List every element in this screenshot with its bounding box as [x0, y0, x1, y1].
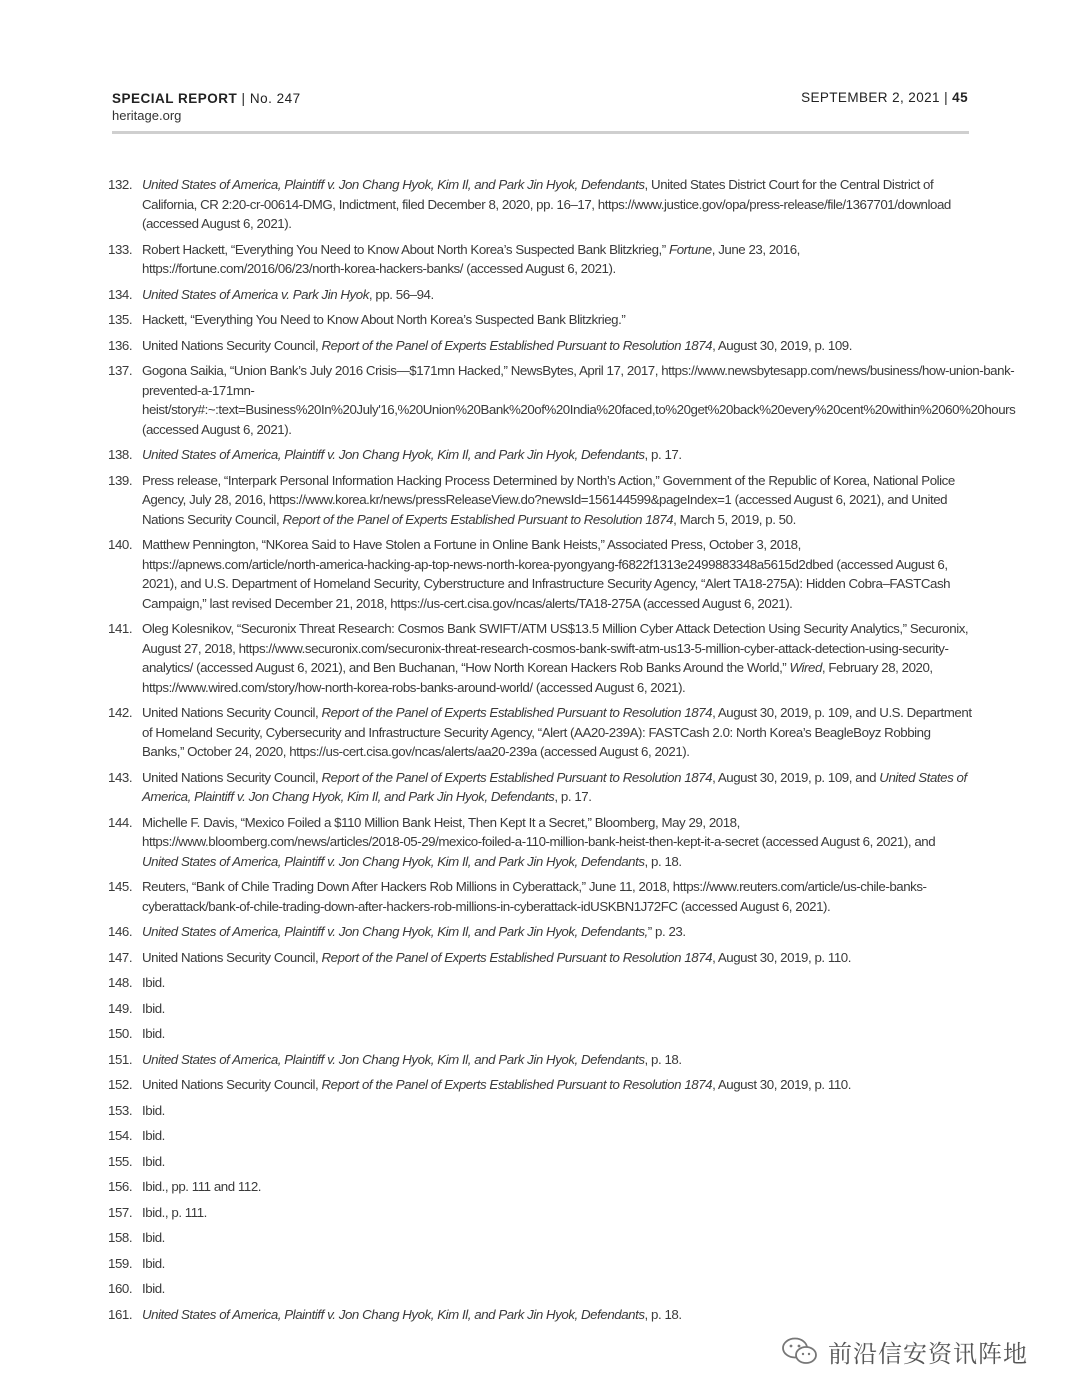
endnote-italic-segment: United States of America, Plaintiff v. Jon Chang Hyok, Kim Il, and Park Jin Hyok, Defendants: [142, 853, 645, 869]
endnote-segment: , August 30, 2019, p. 110.: [712, 949, 851, 965]
endnote-item: [108, 535, 972, 613]
endnote-item: [108, 285, 972, 305]
endnote-number: 135.: [108, 312, 133, 327]
report-series: [112, 90, 301, 107]
endnote-italic-segment: United States of America, Plaintiff v. Jon Chang Hyok, Kim Il, and Park Jin Hyok, Defendants: [142, 1306, 645, 1322]
endnote-item: [108, 175, 972, 234]
endnote-text: [142, 445, 972, 465]
endnote-number: 161.: [108, 1306, 133, 1322]
endnote-italic-segment: United States of America, Plaintiff v. Jon Chang Hyok, Kim Il, and Park Jin Hyok, Defendants: [142, 177, 645, 192]
report-number: No. 247: [249, 91, 301, 106]
header-rule: [112, 131, 969, 134]
endnote-number: 150.: [108, 1026, 133, 1041]
endnote-number: 147.: [108, 949, 133, 965]
endnote-italic-segment: United States of America, Plaintiff v. Jon Chang Hyok, Kim Il, and Park Jin Hyok, Defendants: [142, 1051, 645, 1067]
endnote-text: [142, 922, 972, 942]
endnote-italic-segment: Report of the Panel of Experts Established Pursuant to Resolution 1874: [321, 337, 713, 353]
endnote-item: [108, 336, 972, 356]
endnote-italic-segment: Report of the Panel of Experts Established Pursuant to Resolution 1874: [321, 705, 713, 720]
endnote-segment: Ibid.: [142, 1026, 165, 1041]
endnote-text: [142, 768, 972, 807]
endnote-number: 148.: [108, 975, 133, 990]
endnote-number: 153.: [108, 1102, 133, 1118]
endnote-segment: , p. 18.: [644, 1306, 682, 1322]
endnote-number: 157.: [108, 1204, 133, 1220]
endnote-item: [108, 471, 972, 530]
endnote-text: [142, 336, 972, 356]
endnote-number: 140.: [108, 537, 133, 552]
wechat-icon: [780, 1336, 820, 1366]
site-name: heritage.org: [112, 108, 182, 123]
endnote-italic-segment: United States of America, Plaintiff v. Jon Chang Hyok, Kim Il, and Park Jin Hyok, Defendants: [142, 769, 967, 804]
endnote-segment: United Nations Security Council,: [142, 949, 322, 965]
endnote-text: [142, 1075, 972, 1095]
endnote-text: [142, 1177, 972, 1197]
endnote-text: [142, 1254, 972, 1274]
report-series-name: SPECIAL REPORT: [112, 91, 238, 106]
endnote-segment: United Nations Security Council,: [142, 705, 322, 720]
watermark: [780, 1333, 1028, 1369]
endnote-text: [142, 240, 972, 279]
endnote-segment: Reuters, “Bank of Chile Trading Down After Hackers Rob Millions in Cyberattack,” June 11, 2018, https://www.reuters.com/article/us-chile-banks-cyberattack/bank-of-chile-trading-down-after-hackers-rob-millions-in-cyberattack-idUSKBN1J72FC (accessed August 6, 2021).: [142, 879, 927, 914]
endnote-text: [142, 310, 972, 330]
endnote-text: [142, 1305, 972, 1325]
endnote-segment: , p. 17.: [554, 789, 592, 804]
endnote-item: [108, 1152, 972, 1172]
endnote-segment: , p. 18.: [644, 1051, 682, 1067]
endnote-segment: Hackett, “Everything You Need to Know About North Korea’s Suspected Bank Blitzkrieg.”: [142, 312, 626, 327]
endnote-segment: Ibid.: [142, 1153, 165, 1169]
endnote-segment: , February 28, 2020, https://www.wired.com/story/how-north-korea-robs-banks-around-world/ (accessed August 6, 2021).: [142, 660, 933, 695]
endnote-text: [142, 535, 972, 613]
endnote-italic-segment: Report of the Panel of Experts Established Pursuant to Resolution 1874: [321, 949, 713, 965]
endnote-number: 133.: [108, 241, 133, 257]
endnote-text: [142, 703, 972, 762]
endnote-segment: , United States District Court for the Central District of California, CR 2:20-cr-00614-DMG, Indictment, filed December 8, 2020, pp. 16–17, https://www.justice.gov/opa/press-release/file/1367701/download (accessed August 6, 2021).: [142, 177, 951, 231]
endnote-italic-segment: United States of America v. Park Jin Hyok: [142, 286, 369, 302]
endnote-segment: Oleg Kolesnikov, “Securonix Threat Research: Cosmos Bank SWIFT/ATM US$13.5 Million Cyber Attack Detection Using Security Analytics,” Securonix, August 27, 2018, https://www.securonix.com/securonix-threat-research-cosmos-bank-swift-atm-us13-5-million-cyber-attack-detection-using-security-analytics/ (accessed August 6, 2021), and Ben Buchanan, “How North Korean Hackers Rob Banks Around the World,”: [142, 621, 969, 675]
endnote-number: 145.: [108, 879, 133, 894]
endnote-italic-segment: Wired: [789, 660, 822, 675]
endnote-segment: , p. 18.: [644, 853, 682, 869]
endnote-item: [108, 1279, 972, 1299]
header-separator: |: [241, 91, 246, 106]
endnote-text: [142, 813, 972, 872]
endnote-italic-segment: United States of America, Plaintiff v. Jon Chang Hyok, Kim Il, and Park Jin Hyok, Defendants: [142, 447, 645, 462]
endnote-item: [108, 1177, 972, 1197]
endnote-number: 142.: [108, 705, 133, 720]
header-left: [112, 90, 301, 124]
endnote-italic-segment: United States of America, Plaintiff v. Jon Chang Hyok, Kim Il, and Park Jin Hyok, Defendants,: [142, 924, 648, 939]
endnote-italic-segment: Report of the Panel of Experts Established Pursuant to Resolution 1874: [282, 511, 674, 527]
endnote-text: [142, 1279, 972, 1299]
endnote-text: [142, 619, 972, 697]
endnote-item: [108, 619, 972, 697]
endnote-text: [142, 1101, 972, 1121]
endnote-segment: Ibid., pp. 111 and 112.: [142, 1179, 262, 1194]
endnote-segment: , August 30, 2019, p. 109, and: [712, 769, 880, 785]
endnote-segment: , pp. 56–94.: [368, 286, 434, 302]
endnote-number: 146.: [108, 924, 133, 939]
endnote-item: [108, 1126, 972, 1146]
endnote-number: 139.: [108, 472, 133, 488]
endnote-item: [108, 445, 972, 465]
endnote-segment: Ibid.: [142, 1000, 165, 1016]
endnote-text: [142, 471, 972, 530]
endnote-segment: ” p. 23.: [647, 924, 686, 939]
endnote-number: 155.: [108, 1153, 133, 1169]
endnote-text: [142, 175, 972, 234]
endnote-segment: Robert Hackett, “Everything You Need to Know About North Korea’s Suspected Bank Blitzkrieg,”: [142, 241, 670, 257]
header-right: [801, 90, 968, 105]
watermark-text: 前沿信安资讯阵地: [828, 1339, 1028, 1368]
endnote-text: [142, 1126, 972, 1146]
endnote-segment: , March 5, 2019, p. 50.: [673, 511, 796, 527]
endnote-text: [142, 285, 972, 305]
endnote-segment: Ibid.: [142, 1128, 165, 1143]
endnote-item: [108, 813, 972, 872]
endnote-segment: United Nations Security Council,: [142, 337, 322, 353]
endnote-text: [142, 999, 972, 1019]
endnote-number: 158.: [108, 1230, 133, 1245]
endnote-italic-segment: Report of the Panel of Experts Established Pursuant to Resolution 1874: [321, 769, 713, 785]
endnote-item: [108, 310, 972, 330]
endnote-segment: , August 30, 2019, p. 110.: [712, 1077, 851, 1092]
endnote-number: 149.: [108, 1000, 133, 1016]
endnote-item: [108, 877, 972, 916]
endnote-number: 154.: [108, 1128, 133, 1143]
endnote-item: [108, 999, 972, 1019]
endnote-item: [108, 1203, 972, 1223]
endnote-item: [108, 1024, 972, 1044]
endnote-segment: United Nations Security Council,: [142, 1077, 322, 1092]
endnote-item: [108, 240, 972, 279]
endnote-segment: United Nations Security Council,: [142, 769, 322, 785]
endnote-item: [108, 1101, 972, 1121]
page-separator: |: [944, 90, 949, 105]
report-date: SEPTEMBER 2, 2021: [801, 90, 940, 105]
endnote-text: [142, 1152, 972, 1172]
endnote-text: [142, 1024, 972, 1044]
endnote-item: [108, 1254, 972, 1274]
endnote-item: [108, 1075, 972, 1095]
endnote-item: [108, 361, 1016, 439]
endnote-item: [108, 1305, 972, 1325]
endnote-segment: , p. 17.: [644, 447, 682, 462]
endnote-segment: Ibid.: [142, 975, 165, 990]
endnote-number: 141.: [108, 621, 133, 636]
endnote-number: 159.: [108, 1255, 133, 1271]
endnote-item: [108, 703, 972, 762]
endnote-item: [108, 1228, 972, 1248]
endnote-text: [142, 948, 972, 968]
endnote-number: 132.: [108, 177, 133, 192]
endnote-segment: Michelle F. Davis, “Mexico Foiled a $110 Million Bank Heist, Then Kept It a Secret,” Bloomberg, May 29, 2018, https://www.bloomberg.com/news/articles/2018-05-29/mexico-foiled-a-110-million-bank-heist-then-kept-it-a-secret (accessed August 6, 2021), and: [142, 814, 936, 849]
endnote-text: [142, 1203, 972, 1223]
endnote-number: 137.: [108, 363, 133, 378]
endnote-number: 152.: [108, 1077, 133, 1092]
endnote-item: [108, 922, 972, 942]
endnote-item: [108, 948, 972, 968]
endnote-number: 134.: [108, 286, 133, 302]
endnote-number: 156.: [108, 1179, 133, 1194]
endnote-segment: Press release, “Interpark Personal Information Hacking Process Determined by North’s Action,” Government of the Republic of Korea, National Police Agency, July 28, 2016, https://www.korea.kr/news/pressReleaseView.do?newsId=156144599&pageIndex=1 (accessed August 6, 2021), and United Nations Security Council,: [142, 472, 955, 527]
endnote-segment: Matthew Pennington, “NKorea Said to Have Stolen a Fortune in Online Bank Heists,” Associated Press, October 3, 2018, https://apnews.com/article/north-america-hacking-ap-top-news-north-korea-pyongyang-f6822f1313e2499883348a5615d2dbed (accessed August 6, 2021), and U.S. Department of Homeland Security, Cyberstructure and Infrastructure Security Agency, “Alert TA18-275A): Hidden Cobra–FASTCash Campaign,” last revised December 21, 2018, https://us-cert.cisa.gov/ncas/alerts/TA18-275A (accessed August 6, 2021).: [142, 537, 951, 611]
endnote-text: [142, 877, 972, 916]
endnote-segment: , June 23, 2016, https://fortune.com/2016/06/23/north-korea-hackers-banks/ (accessed August 6, 2021).: [142, 241, 800, 276]
endnote-segment: , August 30, 2019, p. 109.: [712, 337, 852, 353]
endnote-number: 160.: [108, 1281, 133, 1296]
endnote-segment: Ibid.: [142, 1281, 165, 1296]
endnote-text: [142, 1228, 972, 1248]
endnote-segment: Ibid.: [142, 1255, 165, 1271]
endnote-number: 151.: [108, 1051, 133, 1067]
endnote-number: 138.: [108, 447, 133, 462]
endnote-segment: Ibid., p. 111.: [142, 1204, 207, 1220]
endnote-text: [142, 361, 1015, 439]
endnote-number: 136.: [108, 337, 133, 353]
endnotes-list: [108, 175, 1016, 1330]
endnote-segment: Gogona Saikia, “Union Bank’s July 2016 Crisis—$171mn Hacked,” NewsBytes, April 17, 2017, https://www.newsbytesapp.com/news/business/how-union-bank-prevented-a-171mn-heist/story#:~:text=Business%20In%20July'16,%20Union%20Bank%20of%20India%20faced,to%20get%20back%20every%20cent%20within%2060%20hours (accessed August 6, 2021).: [142, 363, 1016, 437]
endnote-text: [142, 973, 972, 993]
endnote-segment: Ibid.: [142, 1102, 165, 1118]
endnote-text: [142, 1050, 972, 1070]
endnote-italic-segment: Report of the Panel of Experts Established Pursuant to Resolution 1874: [321, 1077, 713, 1092]
endnote-segment: Ibid.: [142, 1230, 165, 1245]
endnote-segment: , August 30, 2019, p. 109, and U.S. Department of Homeland Security, Cybersecurity and Infrastructure Security Agency, “Alert (AA20-239A): FASTCash 2.0: North Korea’s BeagleBoyz Robbing Banks,” October 24, 2020, https://us-cert.cisa.gov/ncas/alerts/aa20-239a (accessed August 6, 2021).: [142, 705, 972, 759]
endnote-number: 143.: [108, 769, 133, 785]
endnote-item: [108, 768, 972, 807]
endnote-italic-segment: Fortune: [669, 241, 712, 257]
endnote-item: [108, 1050, 972, 1070]
endnote-item: [108, 973, 972, 993]
page-number: 45: [952, 90, 968, 105]
endnote-number: 144.: [108, 814, 133, 830]
